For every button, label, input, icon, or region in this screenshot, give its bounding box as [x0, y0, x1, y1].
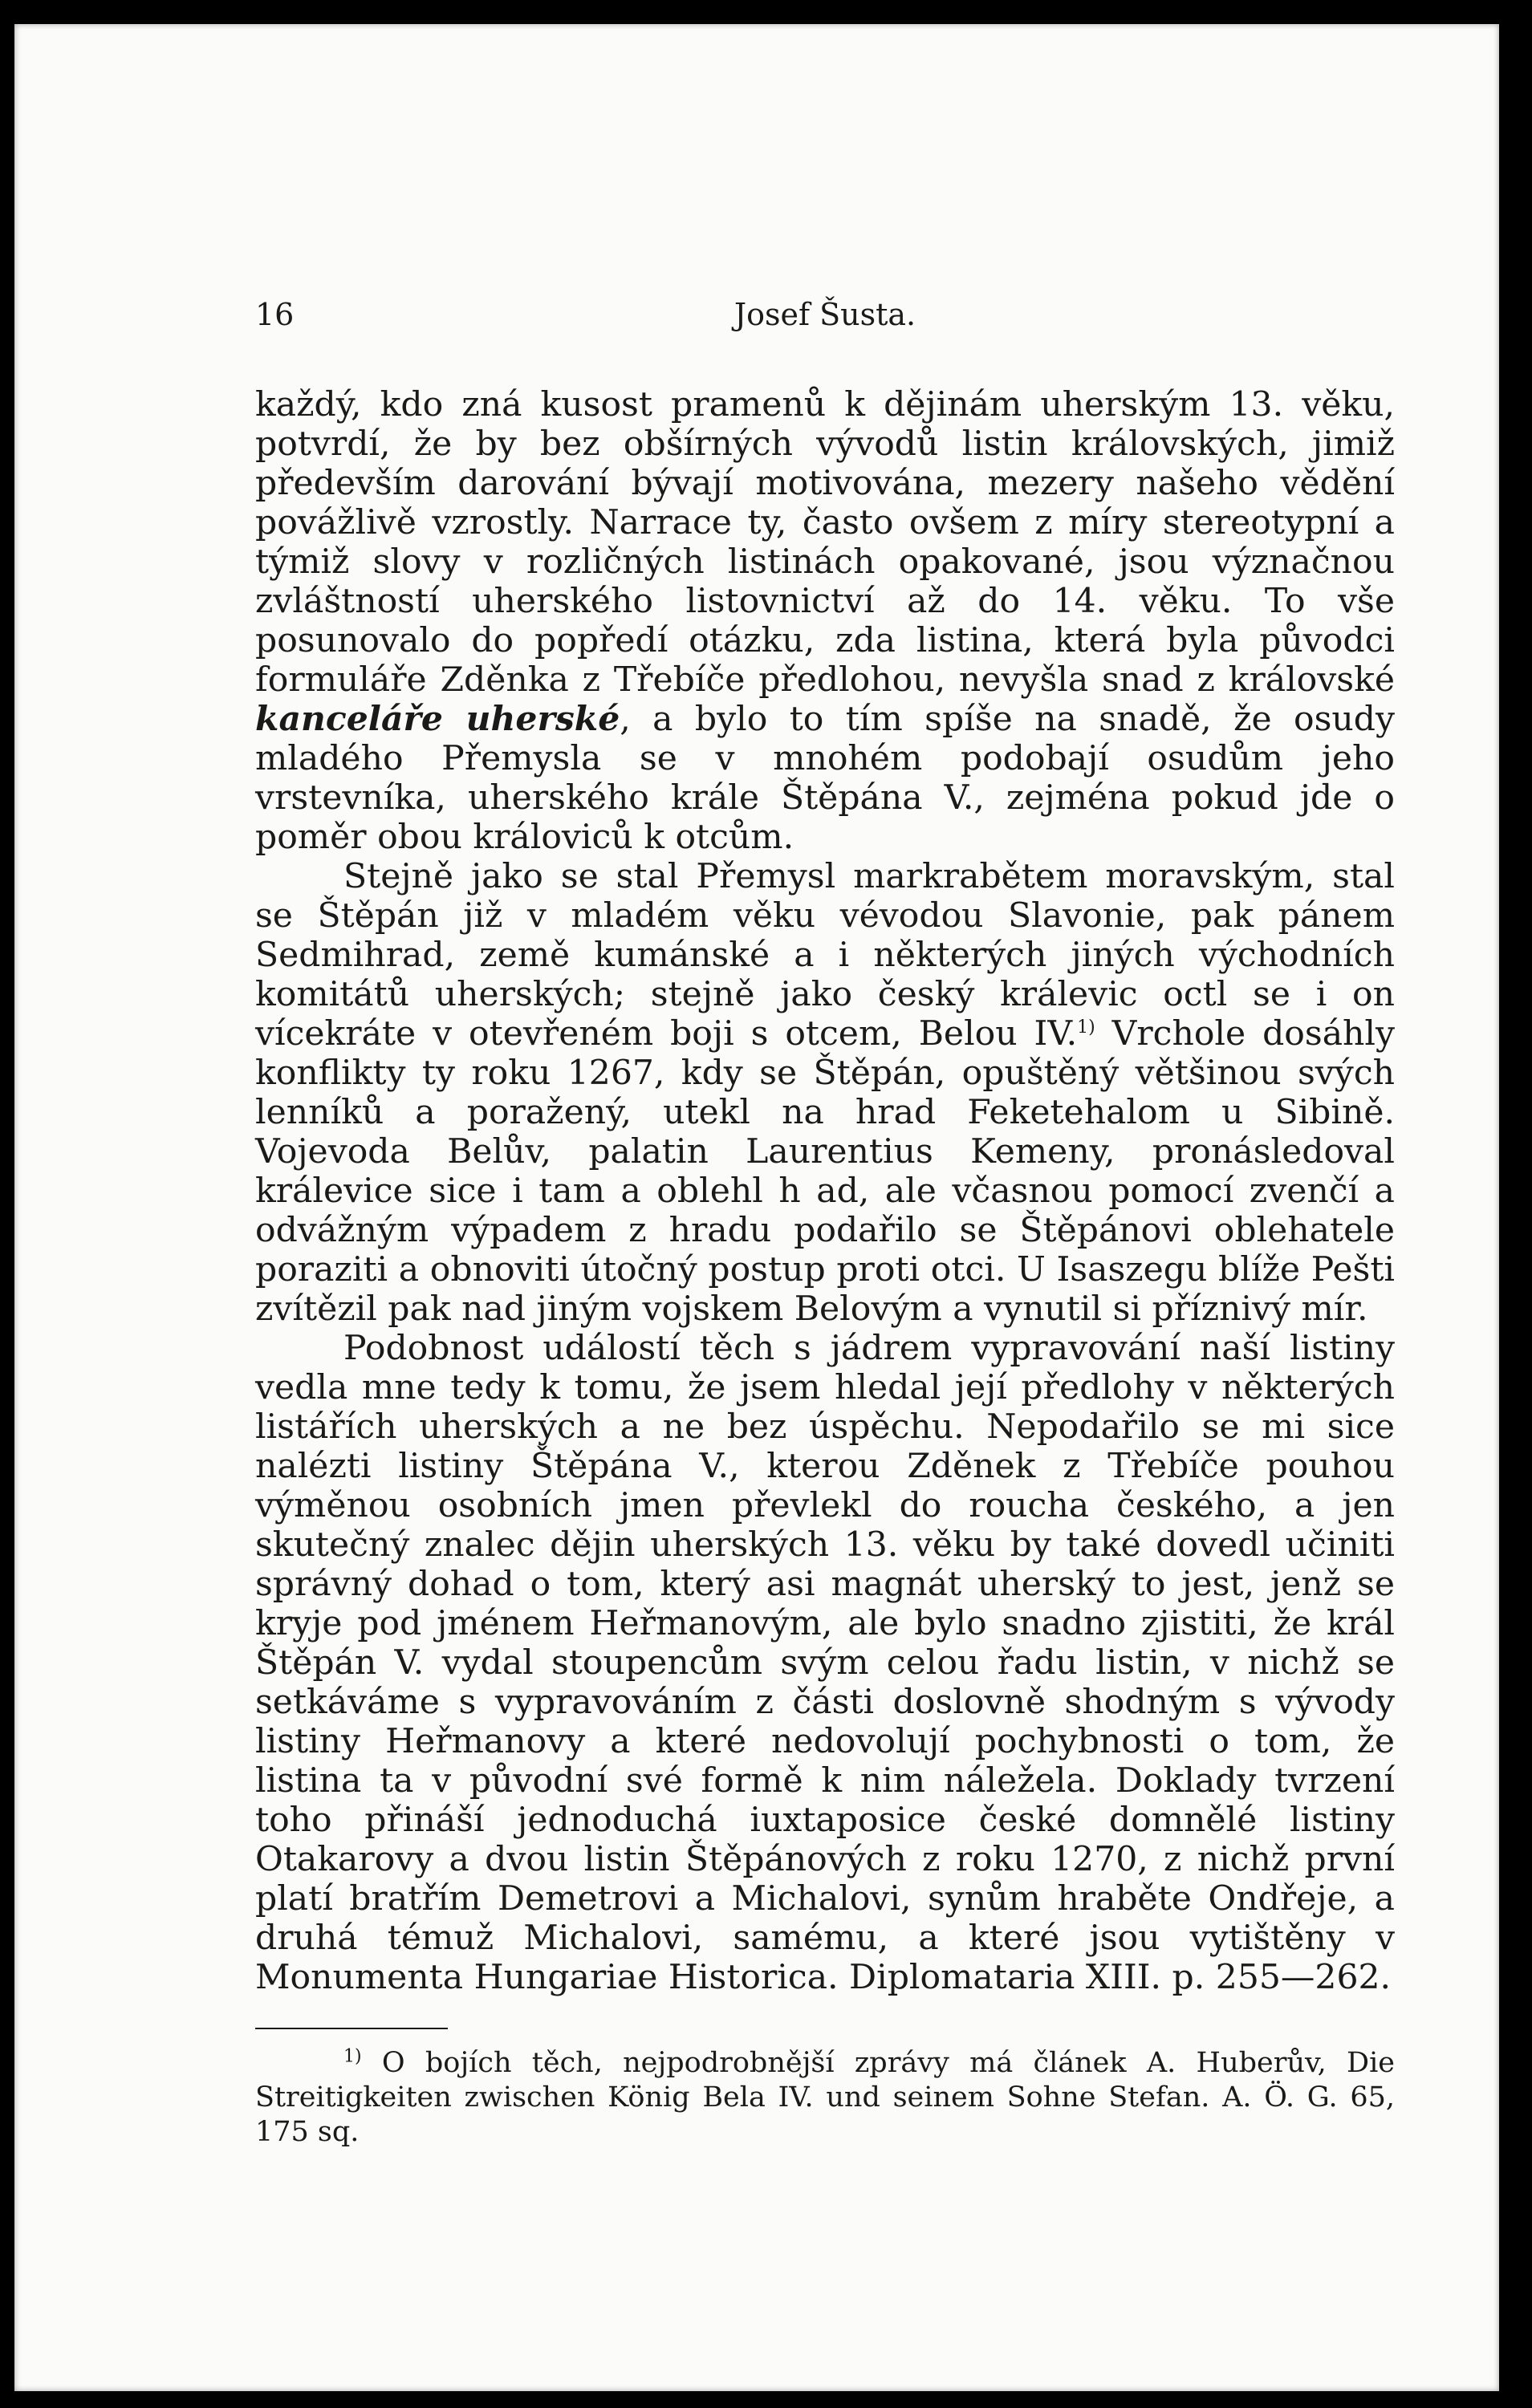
page-header: [255, 297, 1395, 345]
footnote-mark: 1): [343, 2046, 362, 2067]
footnote-divider: [255, 2028, 448, 2029]
paragraph: Podobnost událostí těch s jádrem vypravování naší listiny vedla mne tedy k tomu, že jsem hledal její předlohy v některých listářích uherských a ne bez úspěchu. Nepodařilo se mi sice nalézti listiny Štěpána V., kterou Zděnek z Třebíče pouhou výměnou osobních jmen převlekl do roucha českého, a jen skutečný znalec dějin uherských 13. věku by také dovedl učiniti správný dohad o tom, který asi magnát uherský to jest, jenž se kryje pod jménem Heřmanovým, ale bylo snadno zjistiti, že král Štěpán V. vydal stoupencům svým celou řadu listin, v nichž se setkáváme s vypravováním z části doslovně shodným s vývody listiny Heřmanovy a které nedovolují pochybnosti o tom, že listina ta v původní své formě k nim náležela. Doklady tvrzení toho přináší jednoduchá iuxtaposice české domnělé listiny Otakarovy a dvou listin Štěpánových z roku 1270, z nichž první platí bratřím Demetrovi a Michalovi, synům hraběte Ondřeje, a druhá témuž Michalovi, samému, a které jsou vytištěny v Monumenta Hungariae Historica. Diplomataria XIII. p. 255—262.: [255, 1329, 1395, 1997]
paragraph-text: , a bylo to tím spíše na snadě, že osudy mladého Přemysla se v mnohém podobají osudům jeho vrstevníka, uherského krále Štěpána V., zejména pokud jde o poměr obou královiců k otcům.: [255, 700, 1395, 857]
footnote-text: O bojích těch, nejpodrobnější zprávy má článek A. Huberův, Die Streitigkeiten zwischen König Bela IV. und seinem Sohne Stefan. A. Ö. G. 65, 175 sq.: [255, 2047, 1395, 2148]
main-text: [255, 385, 1395, 1997]
page-number: 16: [255, 297, 295, 332]
running-head: Josef Šusta.: [733, 297, 916, 332]
book-page: [14, 24, 1499, 2391]
paragraph-text: Stejně jako se stal Přemysl markrabětem moravským, stal se Štěpán již v mladém věku vévodou Slavonie, pak pánem Sedmihrad, země kumánské a i některých jiných východních komitátů uherských; stejně jako český králevic octl se i on vícekráte v otevřeném boji s otcem, Belou IV.: [255, 857, 1395, 1054]
paragraph: [255, 857, 1395, 1329]
footnote: [255, 2046, 1395, 2150]
paragraph-text: Vrchole dosáhly konflikty ty roku 1267, kdy se Štěpán, opuštěný většinou svých lenníků a poražený, utekl na hrad Feketehalom u Sibině. Vojevoda Belův, palatin Laurentius Kemeny, pronásledoval králevice sice i tam a oblehl h ad, ale včasnou pomocí zvenčí a odvážným výpadem z hradu podařilo se Štěpánovi oblehatele poraziti a obnoviti útočný postup proti otci. U Isaszegu blíže Pešti zvítězil pak nad jiným vojskem Belovým a vynutil si příznivý mír.: [255, 1014, 1396, 1329]
emphasized-term: kanceláře uherské: [255, 699, 620, 739]
paragraph-text: každý, kdo zná kusost pramenů k dějinám uherským 13. věku, potvrdí, že by bez obšírných vývodů listin královských, jimiž především darování bývají motivována, mezery našeho vědění povážlivě vzrostly. Narrace ty, často ovšem z míry stereotypní a týmiž slovy v rozličných listinách opakované, jsou význačnou zvláštností uherského listovnictví až do 14. věku. To vše posunovalo do popředí otázku, zda listina, která byla původci formuláře Zděnka z Třebíče předlohou, nevyšla snad z královské: [255, 385, 1395, 700]
paragraph: [255, 385, 1395, 857]
footnote-reference: 1): [1077, 1017, 1095, 1038]
